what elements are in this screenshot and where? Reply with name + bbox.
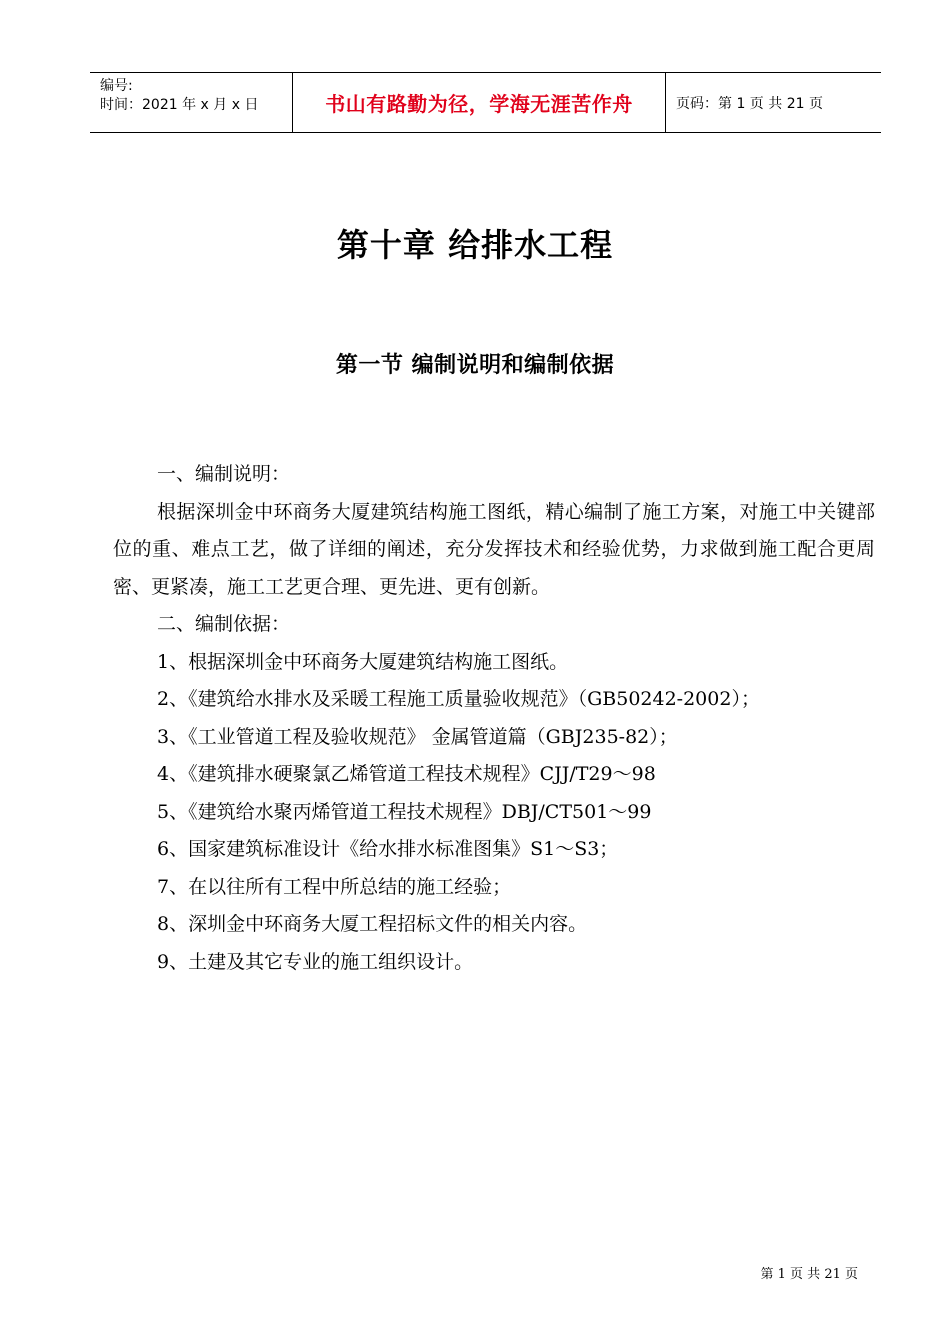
header-motto: 书山有路勤为径，学海无涯苦作舟 (293, 73, 666, 132)
heading-explanation: 一、编制说明： (157, 463, 291, 485)
header-meta-cell (90, 73, 293, 132)
list-item: 9、土建及其它专业的施工组织设计。 (157, 950, 474, 973)
date-label: 时间：2021 年 x 月 x 日 (100, 97, 259, 113)
document-header (90, 72, 881, 133)
section-title: 第一节 编制说明和编制依据 (335, 353, 615, 378)
footer-page-number: 第 1 页 共 21 页 (760, 1267, 858, 1282)
serial-number-label: 编号: (100, 78, 133, 94)
list-item: 1、根据深圳金中环商务大厦建筑结构施工图纸。 (157, 650, 569, 673)
header-page-info: 页码：第 1 页 共 21 页 (676, 95, 823, 112)
list-item: 2、《建筑给水排水及采暖工程施工质量验收规范》（GB50242-2002）； (157, 688, 760, 710)
list-item: 8、深圳金中环商务大厦工程招标文件的相关内容。 (157, 913, 588, 935)
paragraph-explanation: 根据深圳金中环商务大厦建筑结构施工图纸，精心编制了施工方案，对施工中关键部位的重、难点工艺，做了详细的阐述，充分发挥技术和经验优势，力求做到施工配合更周密、更紧凑，施工工艺更合理、更先进、更有创新。 (113, 500, 875, 598)
document-body (113, 456, 875, 981)
list-item: 4、《建筑排水硬聚氯乙烯管道工程技术规程》CJJ/T29～98 (157, 763, 656, 785)
list-item: 6、国家建筑标准设计《给水排水标准图集》S1～S3； (157, 838, 619, 860)
chapter-title: 第十章 给排水工程 (336, 226, 614, 264)
list-item: 3、《工业管道工程及验收规范》 金属管道篇（GBJ235-82）； (157, 725, 678, 748)
list-item: 5、《建筑给水聚丙烯管道工程技术规程》DBJ/CT501～99 (157, 800, 652, 823)
list-item: 7、在以往所有工程中所总结的施工经验； (157, 875, 512, 898)
heading-basis: 二、编制依据： (157, 613, 291, 635)
